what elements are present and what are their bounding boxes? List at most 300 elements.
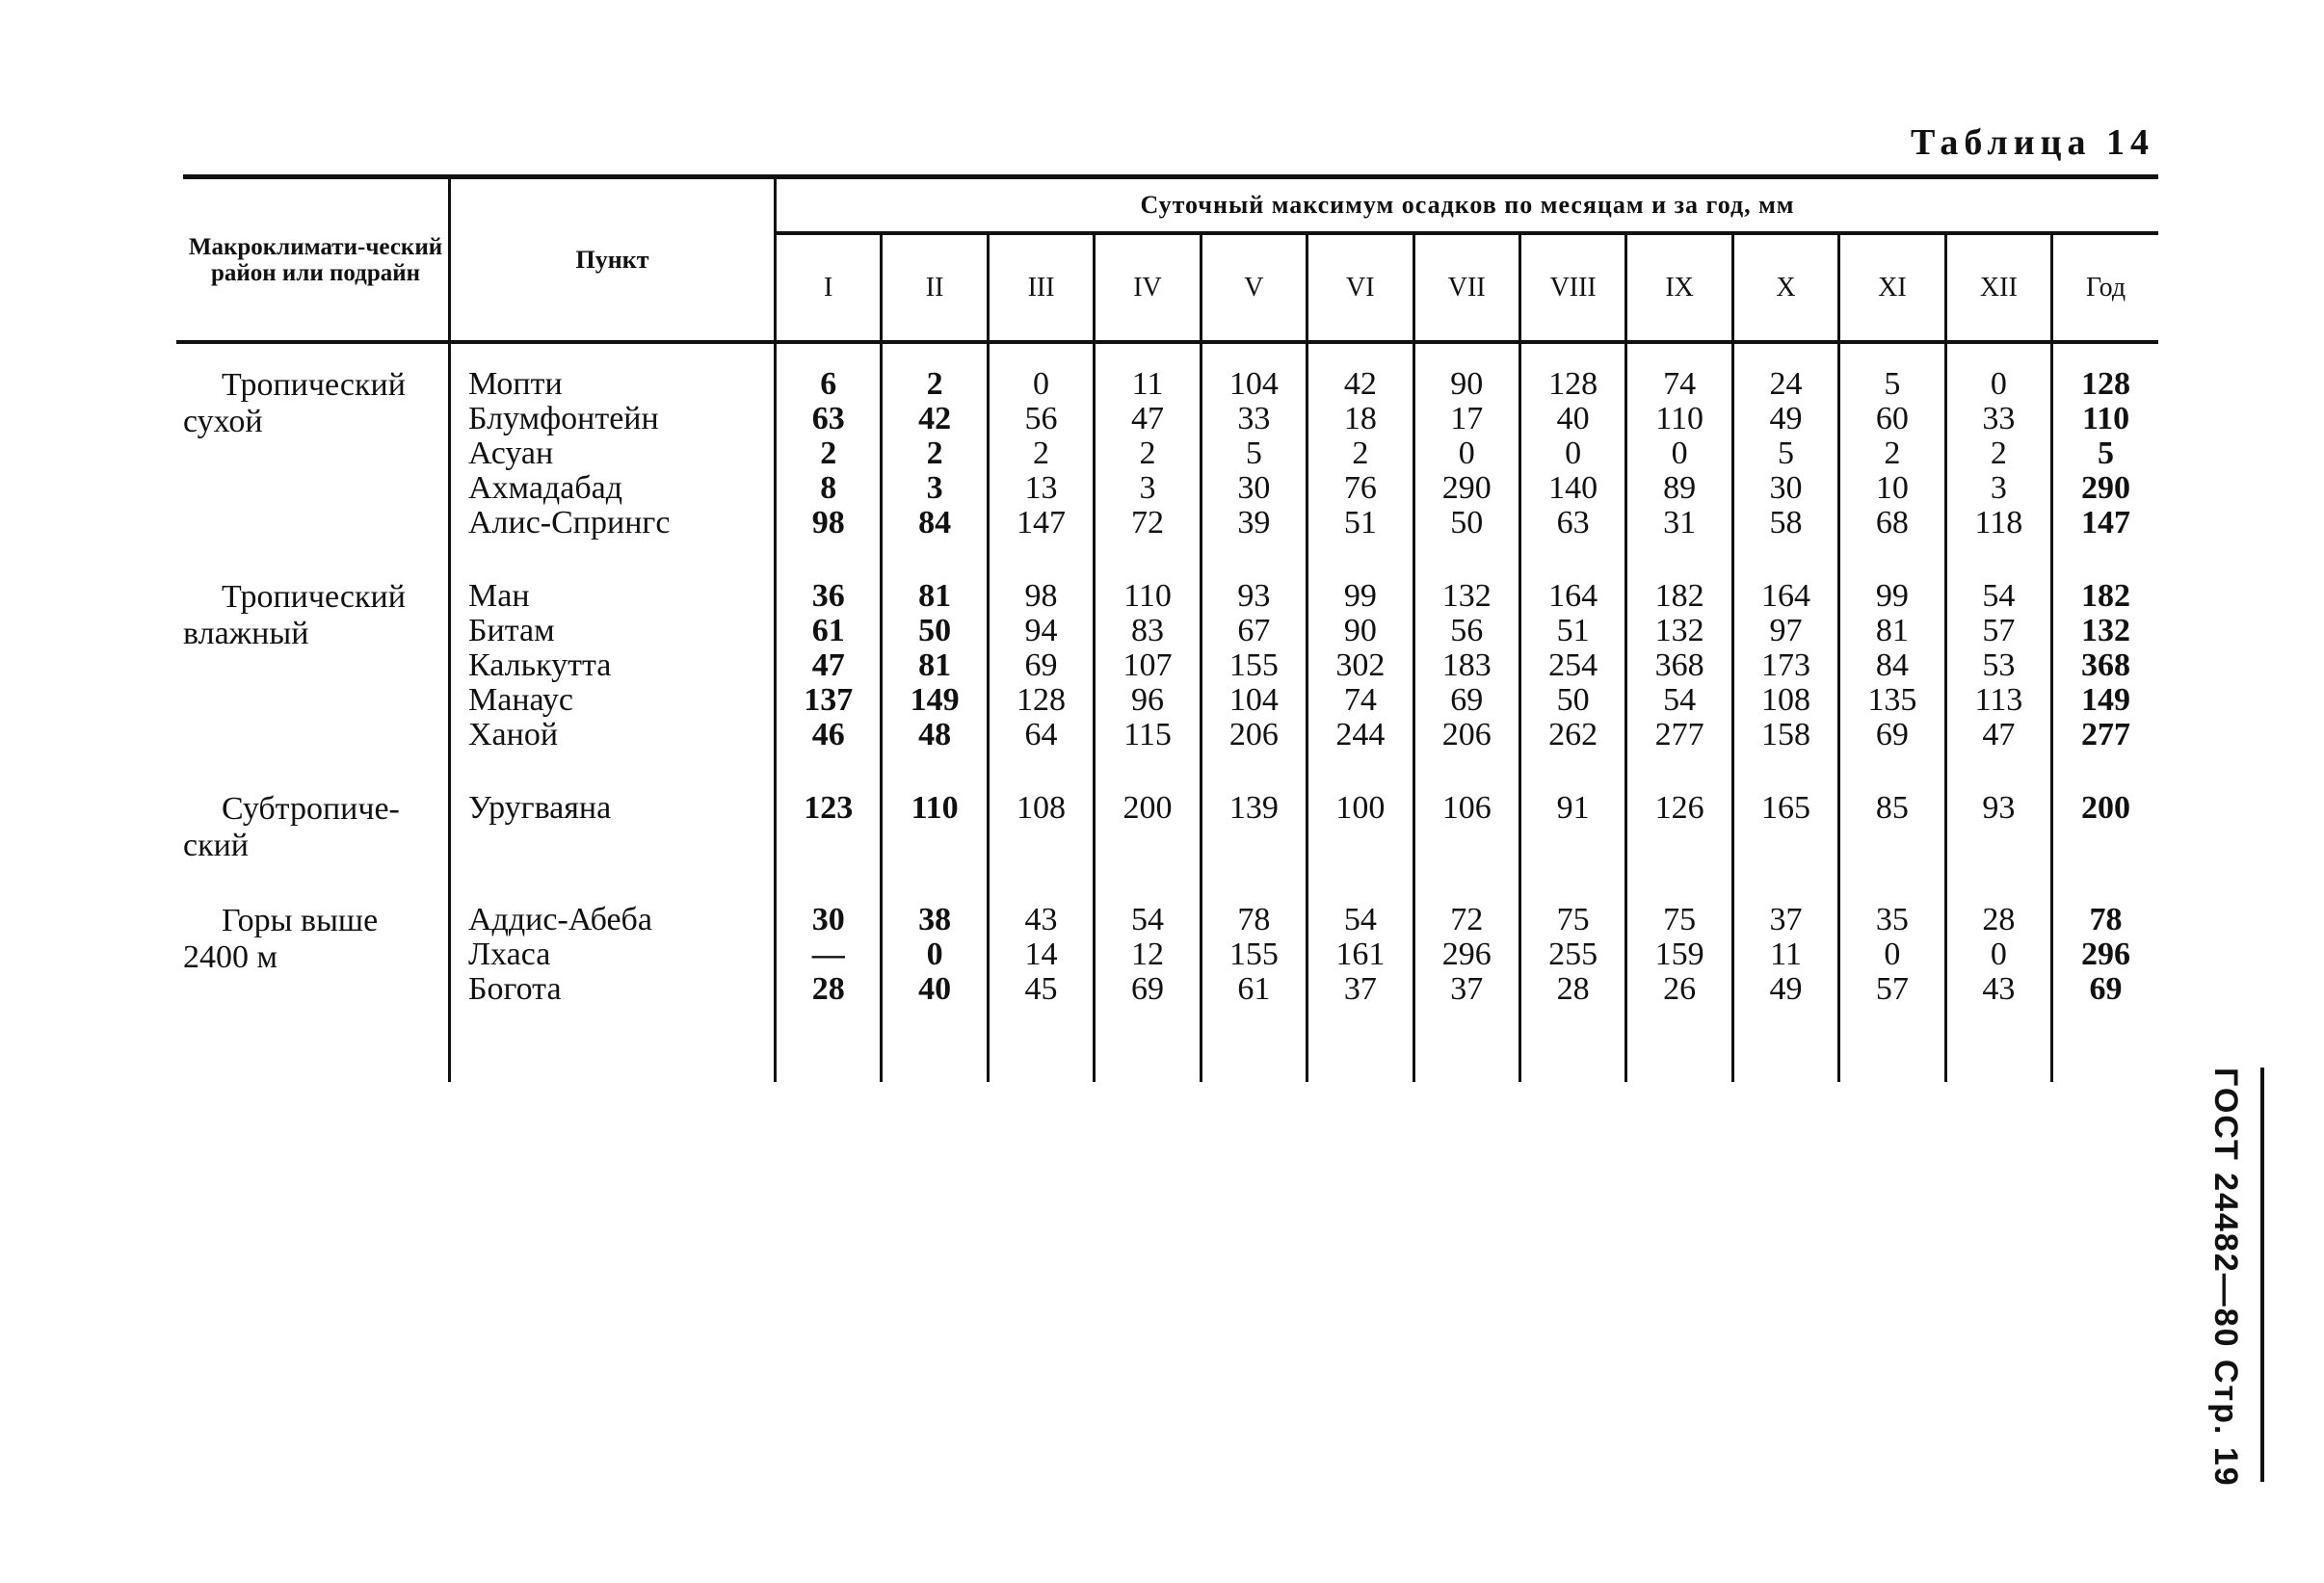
value: 2 (1990, 435, 2007, 471)
value: 2 (1352, 435, 1369, 471)
value: 206 (1228, 717, 1279, 752)
value: 90 (1343, 613, 1377, 648)
month-cell (1732, 340, 1838, 567)
month-cell (1626, 779, 1732, 891)
value: 2 (820, 435, 837, 471)
value: 69 (1450, 682, 1484, 718)
value: 99 (1343, 578, 1377, 614)
month-header: V (1201, 233, 1307, 340)
table-row-group (183, 340, 2158, 567)
value: 206 (1441, 717, 1492, 752)
value: 30 (1769, 470, 1803, 506)
value: 254 (1548, 647, 1598, 683)
month-cell (1839, 567, 1945, 779)
value: 115 (1123, 717, 1172, 752)
value: 0 (1990, 937, 2007, 972)
value: 100 (1335, 790, 1386, 826)
value: 28 (1982, 902, 2016, 937)
empty-cell (1732, 1034, 1838, 1082)
value: 104 (1228, 366, 1279, 402)
value: 17 (1450, 401, 1484, 436)
point-name: Ман (468, 578, 530, 614)
value: 69 (1875, 717, 1909, 752)
value: 94 (1024, 613, 1058, 648)
point-cell (450, 340, 776, 567)
point-name: Асуан (468, 435, 554, 471)
value: 50 (1556, 682, 1590, 718)
point-cell (450, 891, 776, 1034)
region-label: ский (183, 828, 249, 863)
value: 46 (811, 717, 845, 752)
month-header: IX (1626, 233, 1732, 340)
month-cell (1413, 340, 1519, 567)
month-cell (1732, 567, 1838, 779)
value: 54 (1982, 578, 2016, 614)
value: 147 (2081, 505, 2131, 541)
value: 85 (1875, 790, 1909, 826)
month-cell (1519, 567, 1625, 779)
value: 33 (1982, 401, 2016, 436)
value: 81 (918, 647, 952, 683)
point-name: Аддис-Абеба (468, 902, 652, 937)
value: 173 (1761, 647, 1810, 683)
point-name: Уругваяна (468, 790, 612, 826)
month-cell (1307, 567, 1413, 779)
month-cell (776, 340, 882, 567)
point-name: Битам (468, 613, 555, 648)
value: 155 (1228, 647, 1279, 683)
table-body (183, 340, 2158, 1082)
value: 75 (1556, 902, 1590, 937)
value: 126 (1654, 790, 1704, 826)
value: 132 (1441, 578, 1492, 614)
value: 37 (1450, 971, 1484, 1007)
value: 155 (1228, 937, 1279, 972)
value: 110 (1655, 401, 1703, 436)
value: 51 (1343, 505, 1377, 541)
value: 277 (2081, 717, 2131, 752)
value: 36 (811, 578, 845, 614)
value: 128 (2081, 366, 2131, 402)
value: 8 (820, 470, 837, 506)
month-cell (1413, 891, 1519, 1034)
value: 38 (918, 902, 952, 937)
month-cell (1413, 779, 1519, 891)
point-name: Ахмадабад (468, 470, 623, 506)
value: 81 (918, 578, 952, 614)
month-cell (988, 567, 1094, 779)
value: 123 (804, 790, 854, 826)
value: 56 (1450, 613, 1484, 648)
value: 69 (1024, 647, 1058, 683)
precipitation-group-header: Суточный максимум осадков по месяцам и за год, мм (776, 179, 2159, 233)
point-name: Алис-Спрингс (468, 505, 671, 541)
region-cell (183, 567, 450, 779)
value: 104 (1228, 682, 1279, 718)
value: 90 (1450, 366, 1484, 402)
empty-cell (1307, 1034, 1413, 1082)
point-name: Лхаса (468, 937, 551, 972)
value: 110 (911, 790, 959, 826)
value: 96 (1130, 682, 1164, 718)
value: 49 (1769, 401, 1803, 436)
empty-cell (776, 1034, 882, 1082)
value: 296 (2081, 937, 2131, 972)
year-cell (2052, 891, 2158, 1034)
value: 69 (2089, 971, 2123, 1007)
value: 118 (1974, 505, 2023, 541)
value: 50 (918, 613, 952, 648)
month-cell (1626, 891, 1732, 1034)
month-header: XII (1945, 233, 2051, 340)
value: 74 (1343, 682, 1377, 718)
value: 132 (1654, 613, 1704, 648)
value: 161 (1335, 937, 1386, 972)
value: 113 (1974, 682, 2023, 718)
value: 42 (1343, 366, 1377, 402)
month-cell (776, 891, 882, 1034)
month-header: IV (1095, 233, 1201, 340)
value: 18 (1343, 401, 1377, 436)
month-cell (1307, 891, 1413, 1034)
empty-cell (183, 1034, 450, 1082)
value: 39 (1237, 505, 1271, 541)
value: 0 (1033, 366, 1050, 402)
month-cell (1201, 779, 1307, 891)
month-cell (1095, 779, 1201, 891)
empty-cell (1201, 1034, 1307, 1082)
value: 26 (1663, 971, 1697, 1007)
value: 47 (1982, 717, 2016, 752)
month-cell (1095, 340, 1201, 567)
value: 11 (1131, 366, 1164, 402)
empty-cell (1095, 1034, 1201, 1082)
value: 182 (1654, 578, 1704, 614)
region-label: сухой (183, 404, 263, 439)
month-cell (1307, 340, 1413, 567)
point-cell (450, 779, 776, 891)
month-cell (988, 891, 1094, 1034)
table-caption: Таблица 14 (1910, 122, 2154, 163)
value: 47 (811, 647, 845, 683)
value: 84 (918, 505, 952, 541)
value: 61 (811, 613, 845, 648)
value: 2 (1033, 435, 1050, 471)
value: 3 (926, 470, 943, 506)
value: 5 (2098, 435, 2115, 471)
table-row-group (183, 779, 2158, 891)
value: 0 (1884, 937, 1901, 972)
value: 45 (1024, 971, 1058, 1007)
value: 5 (1245, 435, 1262, 471)
value: 296 (1441, 937, 1492, 972)
month-cell (1626, 340, 1732, 567)
value: 368 (2081, 647, 2131, 683)
precipitation-table (183, 179, 2158, 1082)
value: 0 (1990, 366, 2007, 402)
value: 48 (918, 717, 952, 752)
empty-cell (882, 1034, 988, 1082)
value: 2 (926, 435, 943, 471)
value: 149 (910, 682, 960, 718)
value: 72 (1450, 902, 1484, 937)
month-cell (1307, 779, 1413, 891)
month-cell (1201, 891, 1307, 1034)
month-cell (1945, 340, 2051, 567)
region-column-header: Макроклимати-ческий район или подрайн (183, 179, 450, 340)
month-cell (1839, 891, 1945, 1034)
value: 63 (811, 401, 845, 436)
value: 81 (1875, 613, 1909, 648)
value: 84 (1875, 647, 1909, 683)
point-name: Богота (468, 971, 562, 1007)
region-cell (183, 340, 450, 567)
month-cell (882, 567, 988, 779)
value: 58 (1769, 505, 1803, 541)
value: 54 (1130, 902, 1164, 937)
value: 128 (1017, 682, 1067, 718)
value: 149 (2081, 682, 2131, 718)
month-cell (882, 779, 988, 891)
value: 3 (1990, 470, 2007, 506)
month-cell (776, 567, 882, 779)
value: 60 (1875, 401, 1909, 436)
value: 262 (1548, 717, 1598, 752)
month-header: ХI (1839, 233, 1945, 340)
value: 63 (1556, 505, 1590, 541)
value: 69 (1130, 971, 1164, 1007)
value: 255 (1548, 937, 1598, 972)
value: 47 (1130, 401, 1164, 436)
month-header: II (882, 233, 988, 340)
value: 83 (1130, 613, 1164, 648)
month-header: III (988, 233, 1094, 340)
value: 12 (1130, 937, 1164, 972)
value: 30 (1237, 470, 1271, 506)
value: 33 (1237, 401, 1271, 436)
value: 159 (1654, 937, 1704, 972)
value: 302 (1335, 647, 1386, 683)
empty-cell (2052, 1034, 2158, 1082)
point-name: Ханой (468, 717, 559, 752)
value: 93 (1237, 578, 1271, 614)
value: 40 (918, 971, 952, 1007)
value: 91 (1556, 790, 1590, 826)
month-cell (1519, 779, 1625, 891)
value: 43 (1024, 902, 1058, 937)
empty-cell (1945, 1034, 2051, 1082)
month-cell (1095, 891, 1201, 1034)
value: 3 (1139, 470, 1156, 506)
region-label: Тропический (222, 367, 406, 403)
year-cell (2052, 567, 2158, 779)
value: — (811, 937, 845, 972)
value: 2 (926, 366, 943, 402)
value: 107 (1122, 647, 1173, 683)
value: 140 (1548, 470, 1598, 506)
value: 10 (1875, 470, 1909, 506)
year-cell (2052, 779, 2158, 891)
month-cell (1201, 567, 1307, 779)
month-cell (1945, 779, 2051, 891)
value: 37 (1769, 902, 1803, 937)
value: 93 (1982, 790, 2016, 826)
value: 57 (1982, 613, 2016, 648)
value: 64 (1024, 717, 1058, 752)
value: 43 (1982, 971, 2016, 1007)
value: 61 (1237, 971, 1271, 1007)
value: 128 (1548, 366, 1598, 402)
value: 13 (1024, 470, 1058, 506)
value: 57 (1875, 971, 1909, 1007)
value: 108 (1761, 682, 1810, 718)
month-cell (1413, 567, 1519, 779)
month-cell (1732, 779, 1838, 891)
side-footer (2199, 1068, 2264, 1488)
value: 89 (1663, 470, 1697, 506)
value: 164 (1548, 578, 1598, 614)
month-cell (1519, 340, 1625, 567)
month-cell (988, 340, 1094, 567)
value: 182 (2081, 578, 2131, 614)
value: 6 (820, 366, 837, 402)
month-header: I (824, 272, 833, 303)
value: 2 (1139, 435, 1156, 471)
value: 28 (1556, 971, 1590, 1007)
empty-cell (1413, 1034, 1519, 1082)
month-header: X (1732, 233, 1838, 340)
empty-cell (1626, 1034, 1732, 1082)
point-name: Блумфонтейн (468, 401, 659, 436)
value: 11 (1770, 937, 1802, 972)
empty-cell (450, 1034, 776, 1082)
empty-cell (1839, 1034, 1945, 1082)
value: 75 (1663, 902, 1697, 937)
point-name: Калькутта (468, 647, 612, 683)
value: 56 (1024, 401, 1058, 436)
value: 50 (1450, 505, 1484, 541)
month-cell (1945, 891, 2051, 1034)
point-cell (450, 567, 776, 779)
value: 49 (1769, 971, 1803, 1007)
region-label: 2400 м (183, 939, 278, 975)
empty-cell (988, 1034, 1094, 1082)
month-cell (882, 891, 988, 1034)
value: 132 (2081, 613, 2131, 648)
value: 147 (1017, 505, 1067, 541)
value: 290 (1441, 470, 1492, 506)
value: 54 (1343, 902, 1377, 937)
month-header: VIII (1519, 233, 1625, 340)
value: 0 (1671, 435, 1688, 471)
value: 42 (918, 401, 952, 436)
value: 76 (1343, 470, 1377, 506)
value: 106 (1441, 790, 1492, 826)
value: 28 (811, 971, 845, 1007)
value: 24 (1769, 366, 1803, 402)
value: 78 (2089, 902, 2123, 937)
month-cell (1839, 340, 1945, 567)
month-cell (1626, 567, 1732, 779)
value: 97 (1769, 613, 1803, 648)
value: 183 (1441, 647, 1492, 683)
point-name: Манаус (468, 682, 573, 718)
value: 0 (926, 937, 943, 972)
point-column-header: Пункт (450, 179, 776, 340)
region-label: Субтропиче- (222, 791, 400, 827)
value: 2 (1884, 435, 1901, 471)
month-cell (882, 340, 988, 567)
table-bottom-space (183, 1034, 2158, 1082)
value: 78 (1237, 902, 1271, 937)
value: 110 (1123, 578, 1172, 614)
month-header: VII (1413, 233, 1519, 340)
value: 74 (1663, 366, 1697, 402)
region-cell (183, 779, 450, 891)
year-header: Год (2052, 233, 2158, 340)
value: 368 (1654, 647, 1704, 683)
value: 31 (1663, 505, 1697, 541)
value: 54 (1663, 682, 1697, 718)
value: 98 (1024, 578, 1058, 614)
value: 164 (1761, 578, 1810, 614)
value: 137 (804, 682, 854, 718)
month-header: VI (1307, 233, 1413, 340)
value: 72 (1130, 505, 1164, 541)
month-cell (1732, 891, 1838, 1034)
value: 110 (2081, 401, 2130, 436)
month-cell (1519, 891, 1625, 1034)
value: 5 (1778, 435, 1794, 471)
value: 51 (1556, 613, 1590, 648)
value: 99 (1875, 578, 1909, 614)
empty-cell (1519, 1034, 1625, 1082)
region-cell (183, 891, 450, 1034)
value: 290 (2081, 470, 2131, 506)
region-label: влажный (183, 616, 309, 651)
value: 108 (1017, 790, 1067, 826)
value: 68 (1875, 505, 1909, 541)
month-cell (1839, 779, 1945, 891)
table-row-group (183, 567, 2158, 779)
value: 5 (1884, 366, 1901, 402)
value: 244 (1335, 717, 1386, 752)
region-label: Тропический (222, 579, 406, 615)
value: 139 (1228, 790, 1279, 826)
point-name: Мопти (468, 366, 563, 402)
value: 277 (1654, 717, 1704, 752)
year-cell (2052, 340, 2158, 567)
value: 0 (1458, 435, 1475, 471)
value: 135 (1867, 682, 1917, 718)
month-cell (1201, 340, 1307, 567)
document-reference: ГОСТ 24482—80 Стр. 19 (2207, 1068, 2244, 1488)
table-row-group (183, 891, 2158, 1034)
value: 30 (811, 902, 845, 937)
region-label: Горы выше (222, 903, 379, 938)
value: 40 (1556, 401, 1590, 436)
value: 165 (1761, 790, 1810, 826)
value: 14 (1024, 937, 1058, 972)
month-cell (988, 779, 1094, 891)
value: 98 (811, 505, 845, 541)
value: 200 (2081, 790, 2131, 826)
value: 37 (1343, 971, 1377, 1007)
month-cell (1945, 567, 2051, 779)
value: 35 (1875, 902, 1909, 937)
value: 0 (1565, 435, 1582, 471)
value: 158 (1761, 717, 1810, 752)
